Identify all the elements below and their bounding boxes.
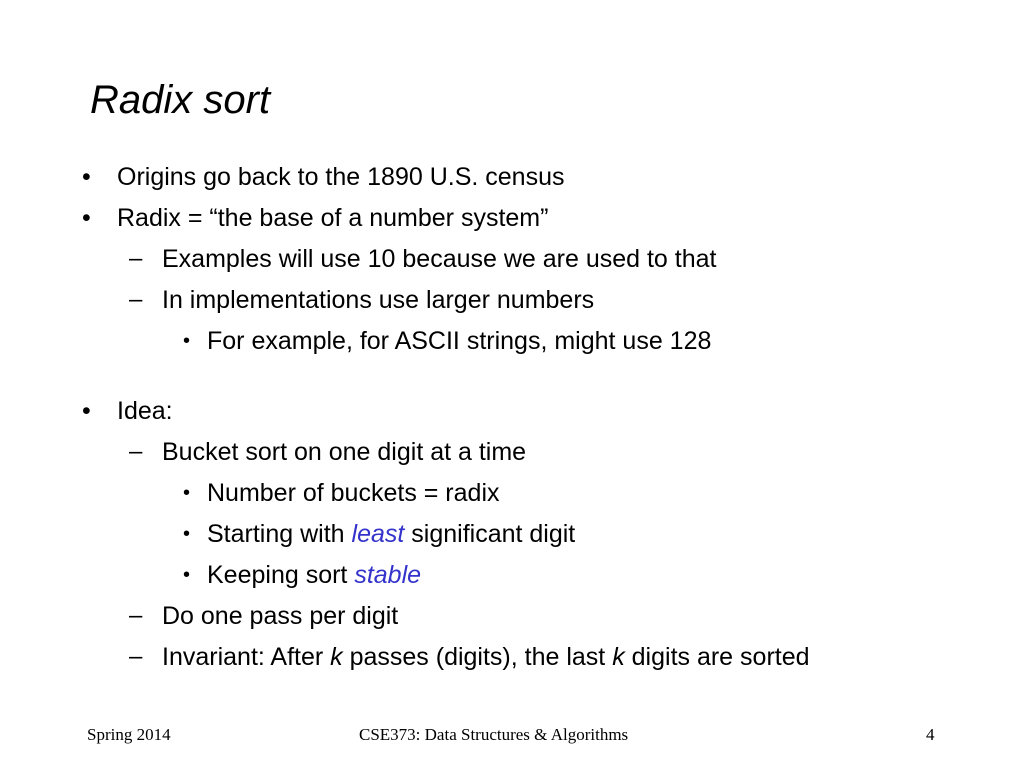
variable-k: k	[330, 643, 343, 671]
bullet-radix-definition: Radix = “the base of a number system”	[117, 204, 549, 232]
subsubbullet-number-of-buckets: Number of buckets = radix	[207, 479, 500, 507]
text-segment: Starting with	[207, 520, 352, 548]
footer-date: Spring 2014	[87, 725, 171, 744]
subbullet-one-pass-per-digit: Do one pass per digit	[162, 602, 399, 630]
variable-k: k	[612, 643, 625, 671]
bullet-marker: •	[82, 163, 91, 191]
text-segment: Invariant: After	[162, 643, 331, 671]
footer-page-number: 4	[926, 725, 935, 744]
bullet-marker: •	[183, 564, 191, 586]
bullet-origins: Origins go back to the 1890 U.S. census	[117, 163, 565, 191]
slide-title: Radix sort	[90, 78, 271, 122]
subbullet-examples-base-10: Examples will use 10 because we are used to that	[162, 245, 717, 273]
bullet-marker: •	[183, 523, 191, 545]
dash-marker: –	[129, 643, 143, 670]
dash-marker: –	[129, 438, 143, 465]
subbullet-bucket-sort-digit: Bucket sort on one digit at a time	[162, 438, 527, 466]
bullet-idea: Idea:	[117, 397, 173, 425]
emphasis-least: least	[351, 520, 405, 548]
bullet-marker: •	[82, 204, 91, 232]
bullet-marker: •	[183, 330, 191, 352]
subsubbullet-least-significant	[207, 519, 575, 549]
subbullet-invariant	[162, 642, 810, 672]
subsubbullet-ascii-example: For example, for ASCII strings, might use 128	[207, 327, 712, 355]
dash-marker: –	[129, 245, 143, 272]
dash-marker: –	[129, 602, 143, 629]
footer-course-title: CSE373: Data Structures & Algorithms	[359, 725, 629, 744]
emphasis-stable: stable	[354, 561, 422, 589]
subbullet-larger-numbers: In implementations use larger numbers	[162, 286, 595, 314]
text-segment: significant digit	[404, 520, 576, 548]
text-segment: Keeping sort	[207, 561, 355, 589]
bullet-marker: •	[183, 482, 191, 504]
dash-marker: –	[129, 286, 143, 313]
text-segment: passes (digits), the last	[342, 643, 613, 671]
bullet-marker: •	[82, 397, 91, 425]
subsubbullet-keeping-stable	[207, 560, 421, 590]
text-segment: digits are sorted	[624, 643, 810, 671]
